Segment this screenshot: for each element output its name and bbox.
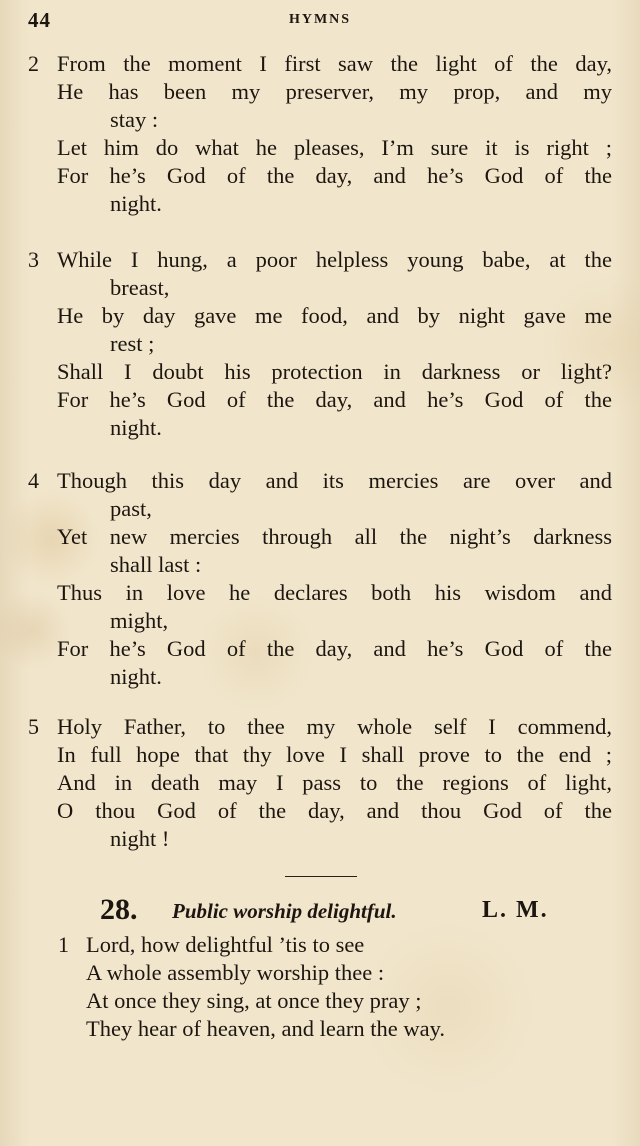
stanza-number: 2	[28, 51, 39, 76]
verse-line: Lord, how delightful ’tis to see	[86, 932, 365, 957]
verse-line: They hear of heaven, and learn the way.	[86, 1016, 445, 1041]
verse-line: A whole assembly worship thee :	[86, 960, 385, 985]
stanza-4	[0, 467, 640, 691]
verse-line-continuation: night.	[110, 415, 162, 440]
verse-line: And in death may I pass to the regions of light,	[57, 770, 612, 795]
verse-line: At once they sing, at once they pray ;	[86, 988, 422, 1013]
verse-line: Though this day and its mercies are over and	[57, 468, 612, 493]
verse-line-continuation: breast,	[110, 275, 170, 300]
stanza-5	[0, 713, 640, 853]
hymn-28-stanza-1	[0, 931, 640, 1043]
verse-line: Holy Father, to thee my whole self I commend,	[57, 714, 612, 739]
verse-line: Thus in love he declares both his wisdom and	[57, 580, 612, 605]
stanza-2	[0, 50, 640, 218]
verse-line: O thou God of the day, and thou God of the	[57, 798, 612, 823]
stanza-number: 5	[28, 714, 39, 739]
verse-line: For he’s God of the day, and he’s God of the	[57, 163, 612, 188]
verse-line-continuation: shall last :	[110, 552, 202, 577]
section-divider	[285, 876, 357, 877]
verse-line: He by day gave me food, and by night gave me	[57, 303, 612, 328]
hymn-meter: L. M.	[482, 897, 549, 923]
verse-line: While I hung, a poor helpless young babe, at the	[57, 247, 612, 272]
verse-line: Let him do what he pleases, I’m sure it is right ;	[57, 135, 612, 160]
verse-line-continuation: night.	[110, 191, 162, 216]
hymn-number: 28.	[100, 893, 138, 926]
verse-line-continuation: night.	[110, 664, 162, 689]
page-number: 44	[28, 8, 51, 32]
stanza-number: 1	[58, 932, 69, 957]
verse-line-continuation: past,	[110, 496, 152, 521]
verse-line: For he’s God of the day, and he’s God of the	[57, 636, 612, 661]
verse-line: For he’s God of the day, and he’s God of the	[57, 387, 612, 412]
hymn-title	[100, 893, 560, 927]
verse-line: From the moment I first saw the light of the day,	[57, 51, 612, 76]
running-head: HYMNS	[288, 12, 352, 27]
verse-line-continuation: night !	[110, 826, 170, 851]
stanza-3	[0, 246, 640, 442]
hymn-subject: Public worship delightful.	[172, 899, 397, 923]
verse-line-continuation: stay :	[110, 107, 159, 132]
verse-line: Shall I doubt his protection in darkness or light?	[57, 359, 612, 384]
verse-line-continuation: might,	[110, 608, 169, 633]
page-header	[28, 8, 612, 34]
verse-line: Yet new mercies through all the night’s darkness	[57, 524, 612, 549]
verse-line: He has been my preserver, my prop, and my	[57, 79, 612, 104]
stanza-number: 4	[28, 468, 39, 493]
stanza-number: 3	[28, 247, 39, 272]
verse-line: In full hope that thy love I shall prove to the end ;	[57, 742, 612, 767]
verse-line-continuation: rest ;	[110, 331, 155, 356]
